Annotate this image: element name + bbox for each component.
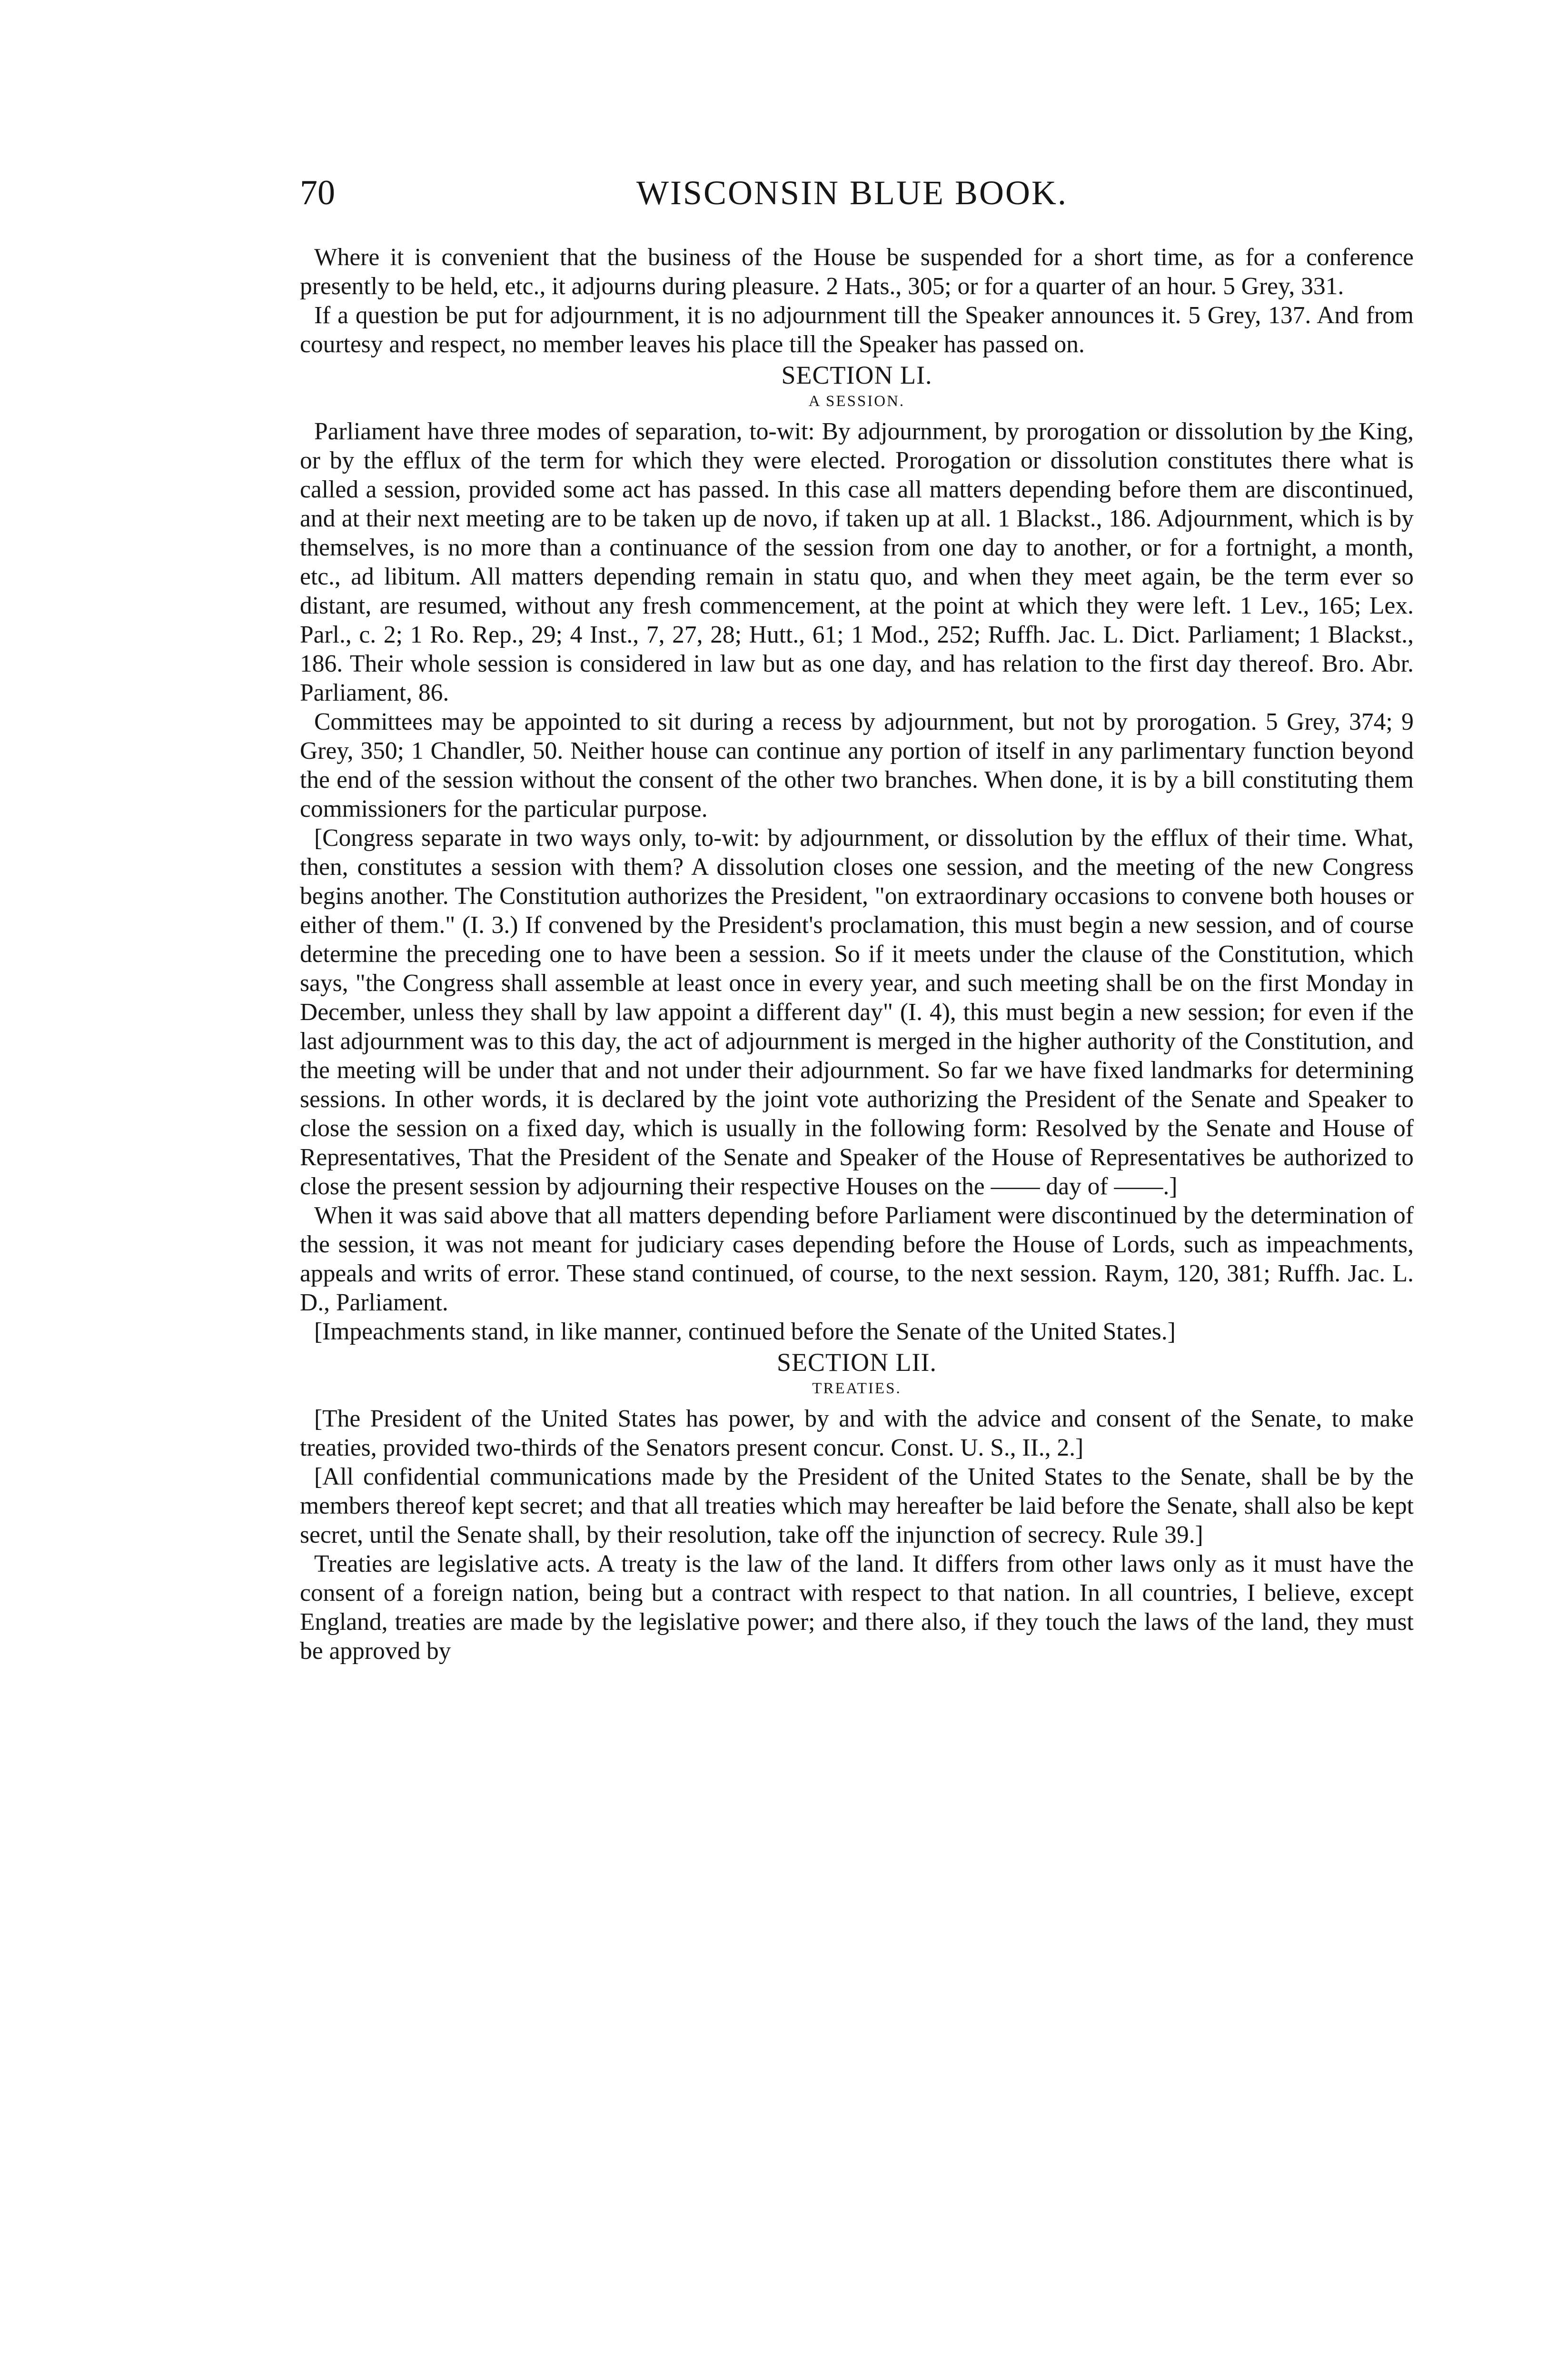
section-subheading: A SESSION. [808, 393, 905, 410]
paragraph: [All confidential communications made by the President of the United States to the Senate, shall be by the members thereof kept secret; and that all treaties which may hereafter be laid before the Senate, shall also be kept secret, until the Senate shall, by their resolution, take off the injunction of secrecy. Rule 39.] [300, 1463, 1414, 1548]
page-body [300, 243, 1414, 1666]
paragraph: [Congress separate in two ways only, to-wit: by adjournment, or dissolution by the efflux of their time. What, then, constitutes a session with them? A dissolution closes one session, and the meeting of the new Congress begins another. The Constitution authorizes the President, "on extraordinary occasions to convene both houses or either of them." (I. 3.) If convened by the President's proclamation, this must begin a new session, and of course determine the preceding one to have been a session. So if it meets under the clause of the Constitution, which says, "the Congress shall assemble at least once in every year, and such meeting shall be on the first Monday in December, unless they shall by law appoint a different day" (I. 4), this must begin a new session; for even if the last adjournment was to this day, the act of adjournment is merged in the higher authority of the Constitution, and the meeting will be under that and not under their adjournment. So far we have fixed landmarks for determining sessions. In other words, it is declared by the joint vote authorizing the President of the Senate and Speaker to close the session on a fixed day, which is usually in the following form: Resolved by the Senate and House of Representatives, That the President of the Senate and Speaker of the House of Representatives be authorized to close the present session by adjourning their respective Houses on the —— day of ——.] [300, 824, 1414, 1200]
paragraph: Where it is convenient that the business of the House be suspended for a short time, as for a conference presently to be held, etc., it adjourns during pleasure. 2 Hats., 305; or for a quarter of an hour. 5 Grey, 331. [300, 244, 1414, 300]
paragraph: [Impeachments stand, in like manner, continued before the Senate of the United States.] [314, 1318, 1176, 1345]
paragraph: Treaties are legislative acts. A treaty is the law of the land. It differs from other laws only as it must have the consent of a foreign nation, being but a contract with respect to that nation. In all countries, I believe, except England, treaties are made by the legislative power; and there also, if they touch the laws of the land, they must be approved by [300, 1550, 1414, 1665]
page-header [300, 171, 1404, 214]
paragraph: [The President of the United States has power, by and with the advice and consent of the Senate, to make treaties, provided two-thirds of the Senators present concur. Const. U. S., II., 2.] [300, 1405, 1414, 1461]
section-subheading: TREATIES. [812, 1380, 902, 1397]
page-number: 70 [300, 173, 335, 212]
paragraph: When it was said above that all matters depending before Parliament were discontinued by the determination of the session, it was not meant for judiciary cases depending before the House of Lords, such as impeachments, appeals and writs of error. These stand continued, of course, to the next session. Raym, 120, 381; Ruffh. Jac. L. D., Parliament. [300, 1202, 1414, 1316]
running-title: WISCONSIN BLUE BOOK. [636, 174, 1068, 212]
paragraph: Committees may be appointed to sit during a recess by adjournment, but not by prorogation. 5 Grey, 374; 9 Grey, 350; 1 Chandler, 50. Neither house can continue any portion of itself in any parlimentary function beyond the end of the session without the consent of the other two branches. When done, it is by a bill constituting them commissioners for the particular purpose. [300, 708, 1414, 823]
paragraph: If a question be put for adjournment, it is no adjournment till the Speaker announces it. 5 Grey, 137. And from courtesy and respect, no member leaves his place till the Speaker has passed on. [300, 302, 1414, 358]
section-heading: SECTION LI. [781, 361, 932, 389]
paragraph: Parliament have three modes of separation, to-wit: By adjournment, by prorogation or dissolution by the King, or by the efflux of the term for which they were elected. Prorogation or dissolution constitutes there what is called a session, provided some act has passed. In this case all matters depending before them are discontinued, and at their next meeting are to be taken up de novo, if taken up at all. 1 Blackst., 186. Adjournment, which is by themselves, is no more than a continuance of the session from one day to another, or for a fortnight, a month, etc., ad libitum. All matters depending remain in statu quo, and when they meet again, be the term ever so distant, are resumed, without any fresh commencement, at the point at which they were left. 1 Lev., 165; Lex. Parl., c. 2; 1 Ro. Rep., 29; 4 Inst., 7, 27, 28; Hutt., 61; 1 Mod., 252; Ruffh. Jac. L. Dict. Parliament; 1 Blackst., 186. Their whole session is considered in law but as one day, and has relation to the first day thereof. Bro. Abr. Parliament, 86. [300, 418, 1414, 706]
section-heading: SECTION LII. [777, 1348, 937, 1377]
